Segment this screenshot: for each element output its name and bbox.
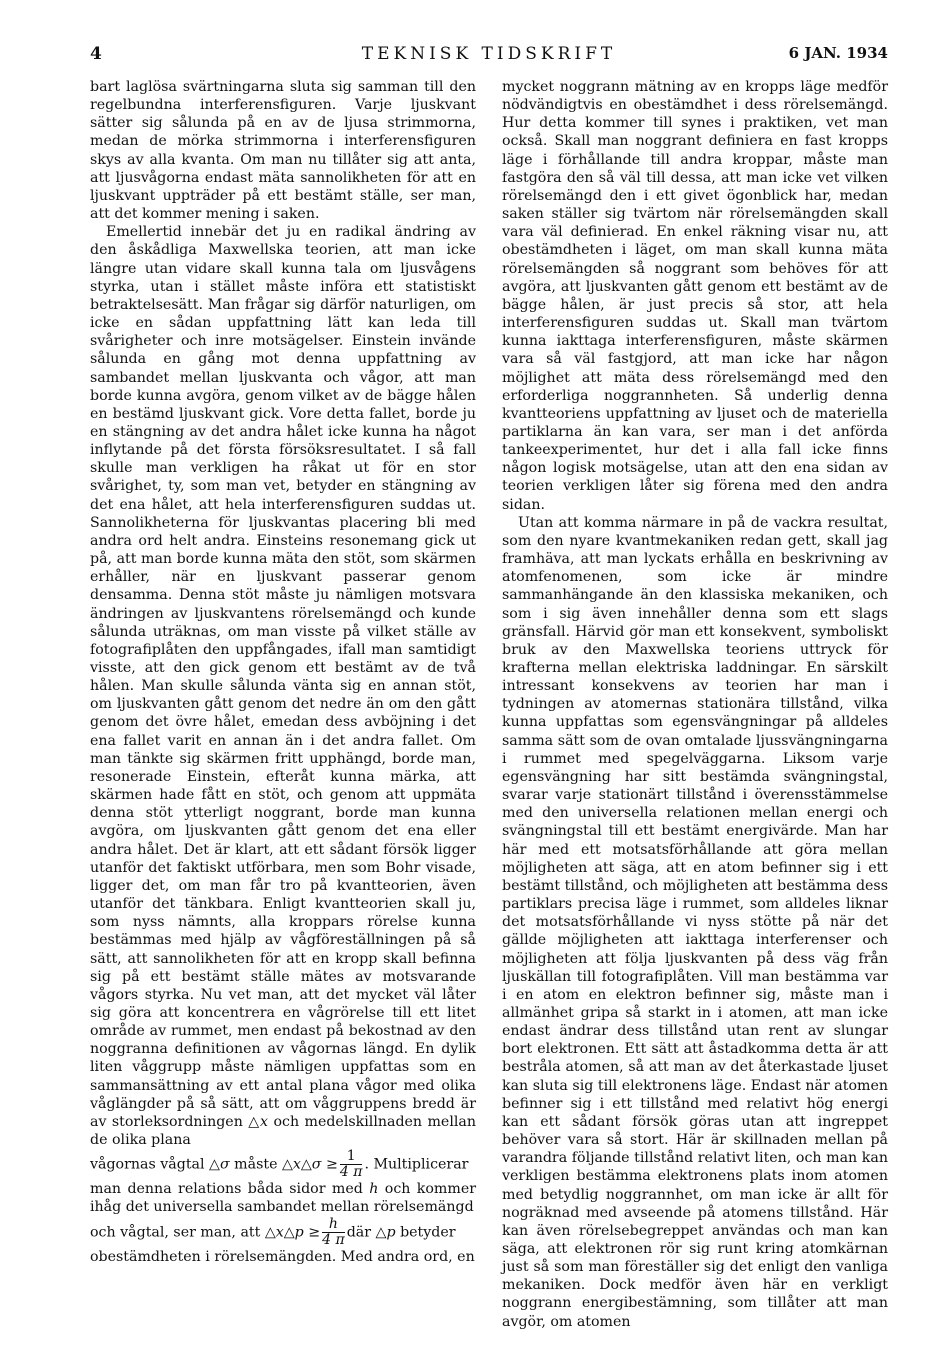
paragraph-text: man denna relations båda sidor med bbox=[90, 1181, 363, 1198]
paragraph bbox=[90, 1180, 476, 1216]
page-header bbox=[90, 44, 888, 68]
equation-line bbox=[90, 1217, 476, 1248]
math-expression: △x△p ≥ bbox=[264, 1224, 321, 1241]
paragraph: bart laglösa svärtningarna sluta sig samman till den regelbundna interferensfiguren. Varje ljuskvant sätter sig sålunda på en av de ljusa strimmorna, medan de mörka strimmorna i interferensfiguren skys av alla kvanta. Om man nu tillåter sig att anta, att ljusvågorna endast mäta sannolikheten för att en ljuskvant uppträder på ett bestämt ställe, ser man, att det kommer mening i saken. bbox=[90, 79, 476, 223]
paragraph bbox=[90, 223, 476, 1149]
paragraph: mycket noggrann mätning av en kropps läge medför nödvändigtvis en obestämdhet i dess rörelsemängd. Hur detta kommer till synes i praktiken, vet man också. Skall man noggrant definiera en fast kropps läge i förhållande till andra kroppar, måste man fastgöra den så väl till dessa, att man icke vet vilken rörelsemängd den i ett givet ögonblick har, medan saken ställer sig tvärtom när rörelsemängden skall vara väl definierad. En enkel räkning visar nu, att obestämdheten i läget, om man skall kunna mäta rörelsemängden så noggrant som behöves för att avgöra, att ljuskvanten gått genom ett bestämt av de bägge hålen, är just precis så stor, att hela interferensfiguren suddas ut. Skall man tvärtom kunna iakttaga interferensfiguren, måste skärmen vara så väl fastgjord, att man icke har någon möjlighet att mäta dess rörelsemängd med den erforderliga noggrannheten. Så underlig denna kvantteoriens uppfattning av ljuset och de materiella partiklarna än kan vara, ser man i det anförda tankeexperimentet, hur det i alla fall icke finns någon logisk motsägelse, utan att den ena sidan av teorien verkligen låter sig förena med den andra sidan. bbox=[502, 79, 888, 513]
paragraph: Utan att komma närmare in på de vackra resultat, som den nyare kvantmekaniken redan gett, skall jag framhäva, att man lyckats erhålla en beskrivning av atomfenomenen, som icke är mindre sammanhängande än den klassiska mekaniken, och som i sig även innehåller denna som ett slags gränsfall. Härvid gör man ett konsekvent, symboliskt bruk av den Maxwellska teoriens uttryck för krafterna mellan elektriska laddningar. En särskilt intressant konsekvens av teorien har man i tydningen av atomernas stationära tillstånd, vilka kunna uppfattas som egensvängningar på alldeles samma sätt som de ovan omtalade ljussvängningarna i rummet med spegelväggarna. Liksom varje egensvängning har sitt bestämda svängningstal, svarar varje stationärt tillstånd i överensstämmelse med den universella relationen mellan energi och svängningstal till ett bestämt energivärde. Man har här med ett motsatsförhållande att göra mellan möjligheten att säga, att en atom befinner sig i ett bestämt tillstånd, och möjligheten att bestämma dess partiklars precisa läge i rummet, som alldeles liknar det motsatsförhållande vi nyss stötte på när det gällde möjligheten att iakttaga interferenser och möjligheten att följa ljuskvanten på dess väg från ljuskällan till fotografiplåten. Vill man bestämma var i en atom en elektron befinner sig, måste man i allmänhet gripa så starkt in i atomen, att man icke endast ändrar dess tillstånd utan rent av slungar bort elektronen. Ett sätt att åstadkomma detta är att bestråla atomen, så att man av det återkastade ljuset kan sluta sig till elektronens läge. Endast när atomen befinner sig i ett tillstånd med relativt hög energi kan ett sådant försök göras utan att ingreppet behöver vara så stort. Här är skillnaden mellan på varandra följande tillstånd relativt liten, och man kan verkligen bestämma elektronens plats inom atomen med betydlig noggrannhet, om man icke är allt för nogräknad med avseende på atomens tillstånd. Här kan även rörelsebegreppet användas och man kan säga, att elektronen rör sig runt kring atomkärnan just så som man föreställer sig det enligt den vanliga mekaniken. Dock medför även här en verkligt noggrann energibestämning, som tillåter att man avgör, om atomen bbox=[502, 514, 888, 1330]
equation-line bbox=[90, 1149, 476, 1180]
fraction-denominator: 4 π bbox=[322, 1231, 345, 1248]
equation-text: vågornas vågtal bbox=[90, 1156, 205, 1173]
paragraph-text: och kommer ihåg det universella sambandet mellan rörelsemängd bbox=[90, 1181, 477, 1216]
right-column bbox=[502, 78, 888, 1331]
math-symbol: △x bbox=[248, 1113, 269, 1130]
math-symbol: △p bbox=[375, 1224, 396, 1241]
paragraph: obestämdheten i rörelsemängden. Med andra ord, en bbox=[90, 1248, 475, 1265]
journal-title: TEKNISK TIDSKRIFT bbox=[361, 44, 617, 64]
fraction-numerator: h bbox=[322, 1217, 345, 1233]
issue-date: 6 JAN. 1934 bbox=[788, 44, 888, 62]
fraction bbox=[322, 1217, 345, 1248]
equation-text: och vågtal, ser man, att bbox=[90, 1224, 261, 1241]
fraction-numerator: 1 bbox=[340, 1149, 363, 1165]
math-symbol: △σ bbox=[209, 1156, 230, 1173]
math-symbol: h bbox=[369, 1181, 379, 1198]
equation-text: där bbox=[346, 1224, 372, 1241]
left-column bbox=[90, 78, 476, 1266]
fraction-denominator: 4 π bbox=[339, 1164, 363, 1181]
equation-text: . Multiplicerar bbox=[364, 1156, 469, 1173]
equation-text: betyder bbox=[400, 1224, 456, 1241]
math-expression: △x△σ ≥ bbox=[281, 1156, 338, 1173]
page-number: 4 bbox=[90, 44, 102, 64]
equation-text: måste bbox=[234, 1156, 278, 1173]
fraction bbox=[340, 1149, 363, 1180]
paragraph-text: och medelskillnaden mellan de olika plana bbox=[90, 1113, 476, 1149]
paragraph-text: Emellertid innebär det ju en radikal ändring av den åskådliga Maxwellska teorien, att man icke längre utan vidare skall kunna tala om ljusvågens styrka, utan i stället måste införa ett statistiskt betraktelsesätt. Man frågar sig därför naturligen, om icke en sådan uppfattning lätt kan leda till svårigheter och inre motsägelser. Einstein invände sålunda en gång mot denna uppfattning av sambandet mellan ljuskvanta och vågor, att man borde kunna avgöra, genom vilket av de bägge hålen en bestämd ljuskvant gick. Vore detta fallet, borde ju en stängning av det andra hålet icke kunna ha något inflytande på det första försöksresultatet. I så fall skulle man verkligen ha råkat ut för en stor svårighet, ty, som man vet, betyder en stängning av det ena hålet, att hela interferensfiguren suddas ut. Sannolikheterna för ljuskvantas placering bli med andra ord helt andra. Einsteins resonemang gick ut på, att man borde kunna mäta den stöt, som skärmen erhåller, när en ljuskvant passerar genom densamma. Denna stöt måste ju nämligen motsvara ändringen av ljuskvantens rörelsemängd och kunde sålunda uträknas, om man visste på vilket ställe av fotografiplåten den uppfångades, ifall man samtidigt visste, att den gick genom ett bestämt av de två hålen. Man skulle sålunda vänta sig en annan stöt, om ljuskvanten gått genom det nedre än om den gått genom det övre hålet, emedan dess avböjning i det ena fallet varit en annan än i det andra fallet. Om man tänkte sig skärmen fritt upphängd, borde man, resonerade Einstein, efteråt kunna märka, att skärmen hade fått en stöt, och genom att uppmäta denna stöt ytterligt noggrant, borde man kunna avgöra, om ljuskvanten gått genom det ena eller andra hålet. Det är klart, att ett sådant försök ligger utanför det faktiskt utförbara, men som Bohr visade, ligger det, om man får tro på kvantteorien, även utanför det tänkbara. Enligt kvantteorien skall ju, som nyss nämnts, alla kroppars rörelse kunna bestämmas med hjälp av vågföreställningen på så sätt, att sannolikheten för att en kropp skall befinna sig på ett bestämt ställe mätes av motsvarande vågors styrka. Nu vet man, att det mycket väl låter sig göra att koncentrera en vågrörelse till ett litet område av rummet, men endast på bekostnad av den noggranna definitionen av vågornas längd. En dylik liten våggrupp måste nämligen uppfattas som en sammansättning av ett antal plana vågor med olika våglängder på så sätt, att om våggruppens bredd är av storleksordningen bbox=[90, 224, 476, 1130]
